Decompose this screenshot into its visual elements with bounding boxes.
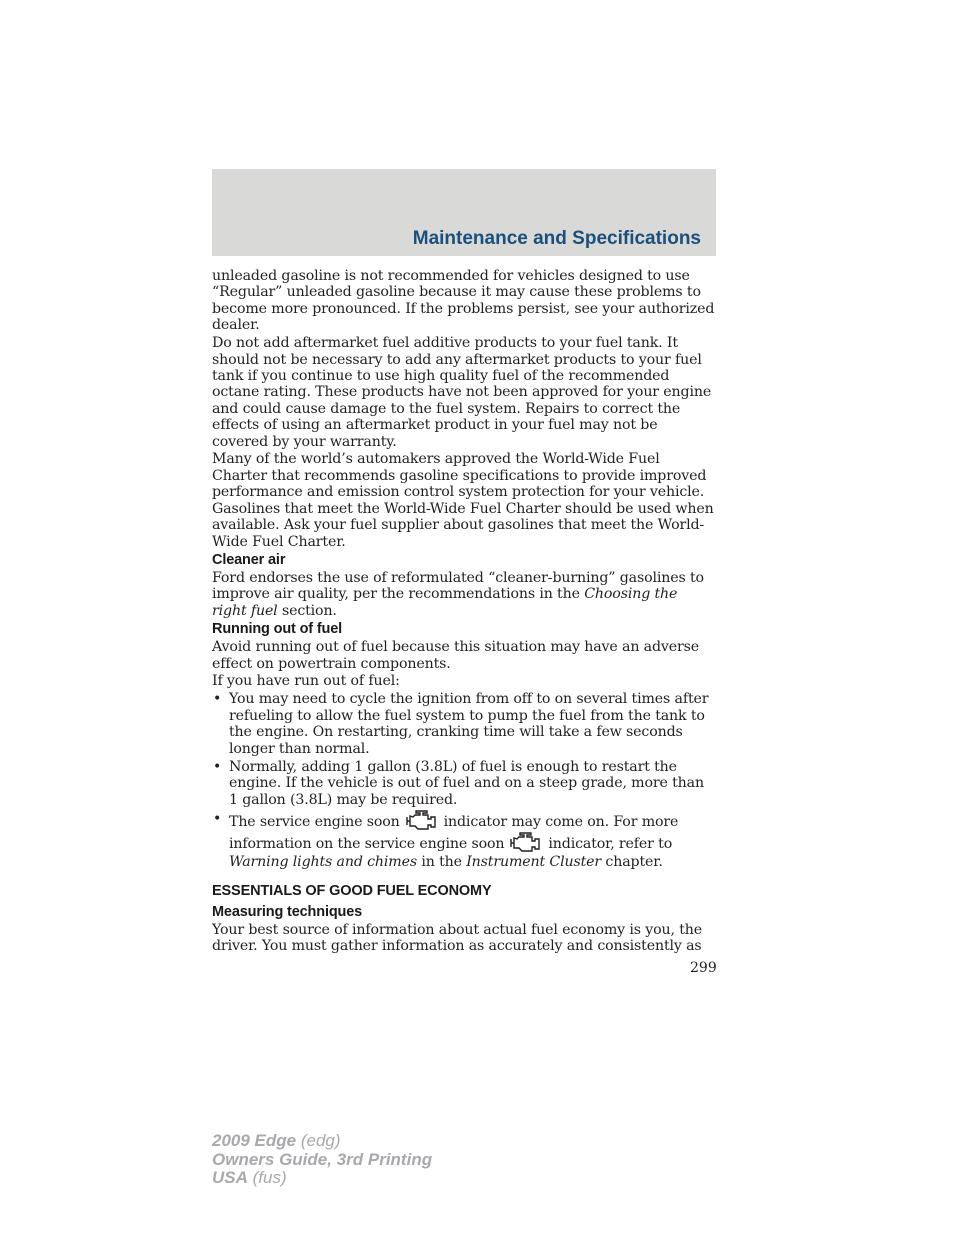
bullet3-text-e: chapter. [601,854,663,871]
footer-edition-info [212,1132,432,1188]
measuring-techniques-heading: Measuring techniques [212,903,363,920]
bullet3-text-b: indicator may come on. For more information on the service engine soon [229,814,679,852]
footer-market-code: (fus) [247,1168,287,1187]
paragraph-fuel-charter: Many of the world’s automakers approved the World-Wide Fuel Charter that recommends gasoline specifications to provide improved performance and emission control system protection for your vehicle. Gasolines that meet the World-Wide Fuel Charter should be used when available. Ask your fuel supplier about gasolines that meet the World-Wide Fuel Charter. [212,451,714,550]
bullet3-text-c: indicator, refer to [548,835,673,852]
paragraph-cleaner-air [212,570,716,619]
warning-lights-reference: Warning lights and chimes [229,854,417,871]
cleaner-air-text: Ford endorses the use of reformulated “cleaner-burning” gasolines to improve air quality, per the recommendations in the [212,569,704,603]
page-title: Maintenance and Specifications [412,228,701,249]
bullet-add-gallon: • Normally, adding 1 gallon (3.8L) of fuel is enough to restart the engine. If the vehicle is out of fuel and on a steep grade, more than 1 gallon (3.8L) may be required. [212,759,716,808]
footer-model-line [212,1132,432,1151]
footer-printing: Owners Guide, 3rd Printing [212,1149,433,1169]
check-engine-icon [508,832,542,852]
run-out-bullet-list [212,691,716,871]
check-engine-icon [404,810,438,830]
paragraph-measuring: Your best source of information about actual fuel economy is you, the driver. You must gather information as accurately and consistently as [212,921,703,955]
choosing-fuel-reference: Choosing the right fuel [212,586,678,619]
bullet3-text-a: The service engine soon [229,814,400,831]
paragraph-if-run-out: If you have run out of fuel: [212,673,400,690]
footer-model: 2009 Edge [212,1131,297,1150]
page-content [212,268,716,956]
page-number: 299 [690,960,717,976]
instrument-cluster-reference: Instrument Cluster [466,854,602,871]
running-out-heading: Running out of fuel [212,621,343,638]
footer-market: USA [212,1168,248,1187]
footer-model-code: (edg) [296,1131,341,1150]
header-band [212,169,716,256]
footer-market-line [212,1169,432,1188]
paragraph-regular-gasoline: unleaded gasoline is not recommended for vehicles designed to use “Regular” unleaded gasoline because it may cause these problems to become more pronounced. If the problems persist, see your authorized dealer. [212,268,715,334]
cleaner-air-heading: Cleaner air [212,551,286,568]
paragraph-running-out: Avoid running out of fuel because this situation may have an adverse effect on powertrain components. [212,639,700,672]
paragraph-aftermarket-additives: Do not add aftermarket fuel additive products to your fuel tank. It should not be necessary to add any aftermarket products to your fuel tank if you continue to use high quality fuel of the recommended octane rating. These products have not been approved for your engine and could cause damage to the fuel system. Repairs to correct the effects of using an aftermarket product in your fuel may not be covered by your warranty. [212,335,712,450]
fuel-economy-section-heading: ESSENTIALS OF GOOD FUEL ECONOMY [212,882,492,899]
bullet-service-engine [212,810,716,872]
bullet-cycle-ignition: • You may need to cycle the ignition from off to on several times after refueling to allow the fuel system to pump the fuel from the tank to the engine. On restarting, cranking time will take a few seconds longer than normal. [212,691,716,757]
cleaner-air-text-end: section. [277,602,337,619]
bullet3-text-d: in the [416,854,467,871]
